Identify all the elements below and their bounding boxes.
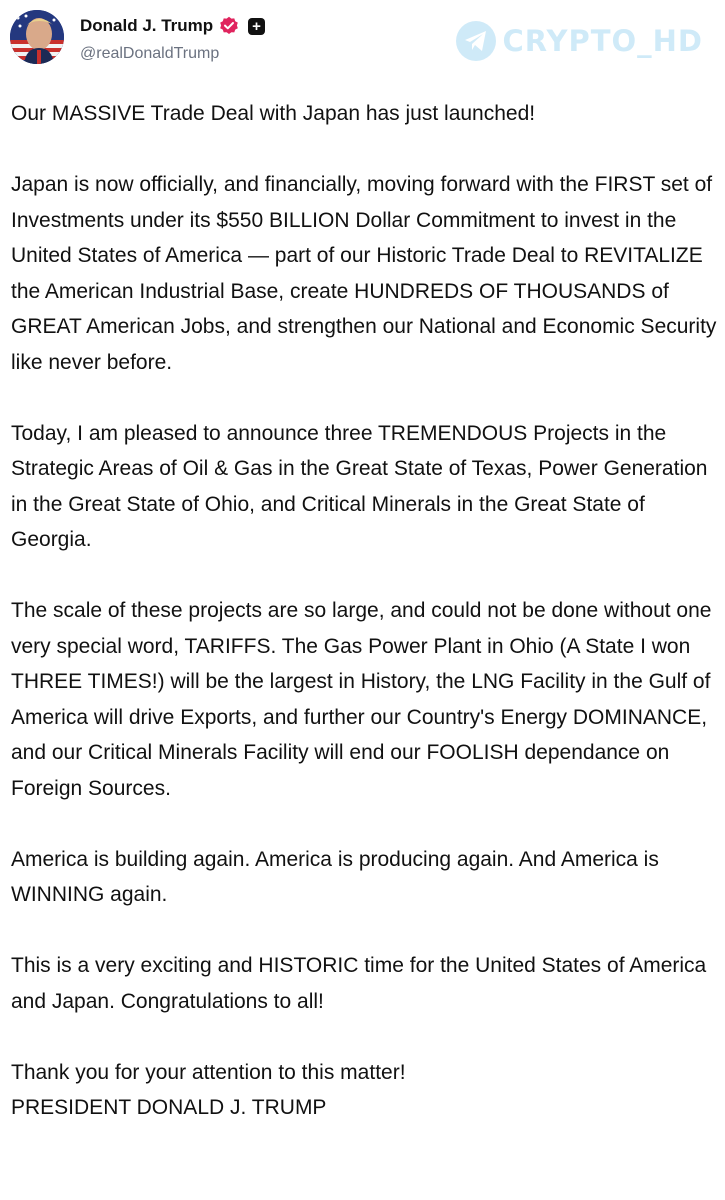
verified-badge-icon: [219, 16, 239, 36]
author-handle[interactable]: @realDonaldTrump: [80, 45, 220, 62]
watermark: [456, 20, 703, 62]
watermark-text: CRYPTO_HD: [502, 24, 703, 58]
avatar-flag-portrait-icon: [10, 10, 64, 64]
post-paragraph: America is building again. America is producing again. And America is WINNING again.: [11, 847, 659, 906]
author-name[interactable]: Donald J. Trump: [80, 16, 214, 35]
plus-badge-icon: +: [248, 18, 265, 35]
post-body: [11, 96, 721, 1126]
post-signature: PRESIDENT DONALD J. TRUMP: [11, 1096, 327, 1119]
post-paragraph: The scale of these projects are so large, and could not be done without one very special word, TARIFFS. The Gas Power Plant in Ohio (A State I won THREE TIMES!) will be the largest in History, the LNG Facility in the Gulf of America will drive Exports, and further our Country's Energy DOMINANCE, and our Critical Minerals Facility will end our FOOLISH dependance on Foreign Sources.: [11, 599, 712, 800]
post-paragraph: Japan is now officially, and financially, moving forward with the FIRST set of Investments under its $550 BILLION Dollar Commitment to invest in the United States of America — part of our Historic Trade Deal to REVITALIZE the American Industrial Base, create HUNDREDS OF THOUSANDS of GREAT American Jobs, and strengthen our National and Economic Security like never before.: [11, 173, 717, 374]
post-paragraph: Thank you for your attention to this matter!: [11, 1060, 406, 1084]
post-paragraph: This is a very exciting and HISTORIC time for the United States of America and Japan. Congratulations to all!: [11, 954, 707, 1013]
telegram-icon: [456, 21, 496, 61]
post-paragraph: Today, I am pleased to announce three TREMENDOUS Projects in the Strategic Areas of Oil & Gas in the Great State of Texas, Power Generation in the Great State of Ohio, and Critical Minerals in the Great State of Georgia.: [11, 421, 708, 551]
post-paragraph: Our MASSIVE Trade Deal with Japan has just launched!: [11, 102, 536, 125]
avatar[interactable]: [10, 10, 64, 64]
